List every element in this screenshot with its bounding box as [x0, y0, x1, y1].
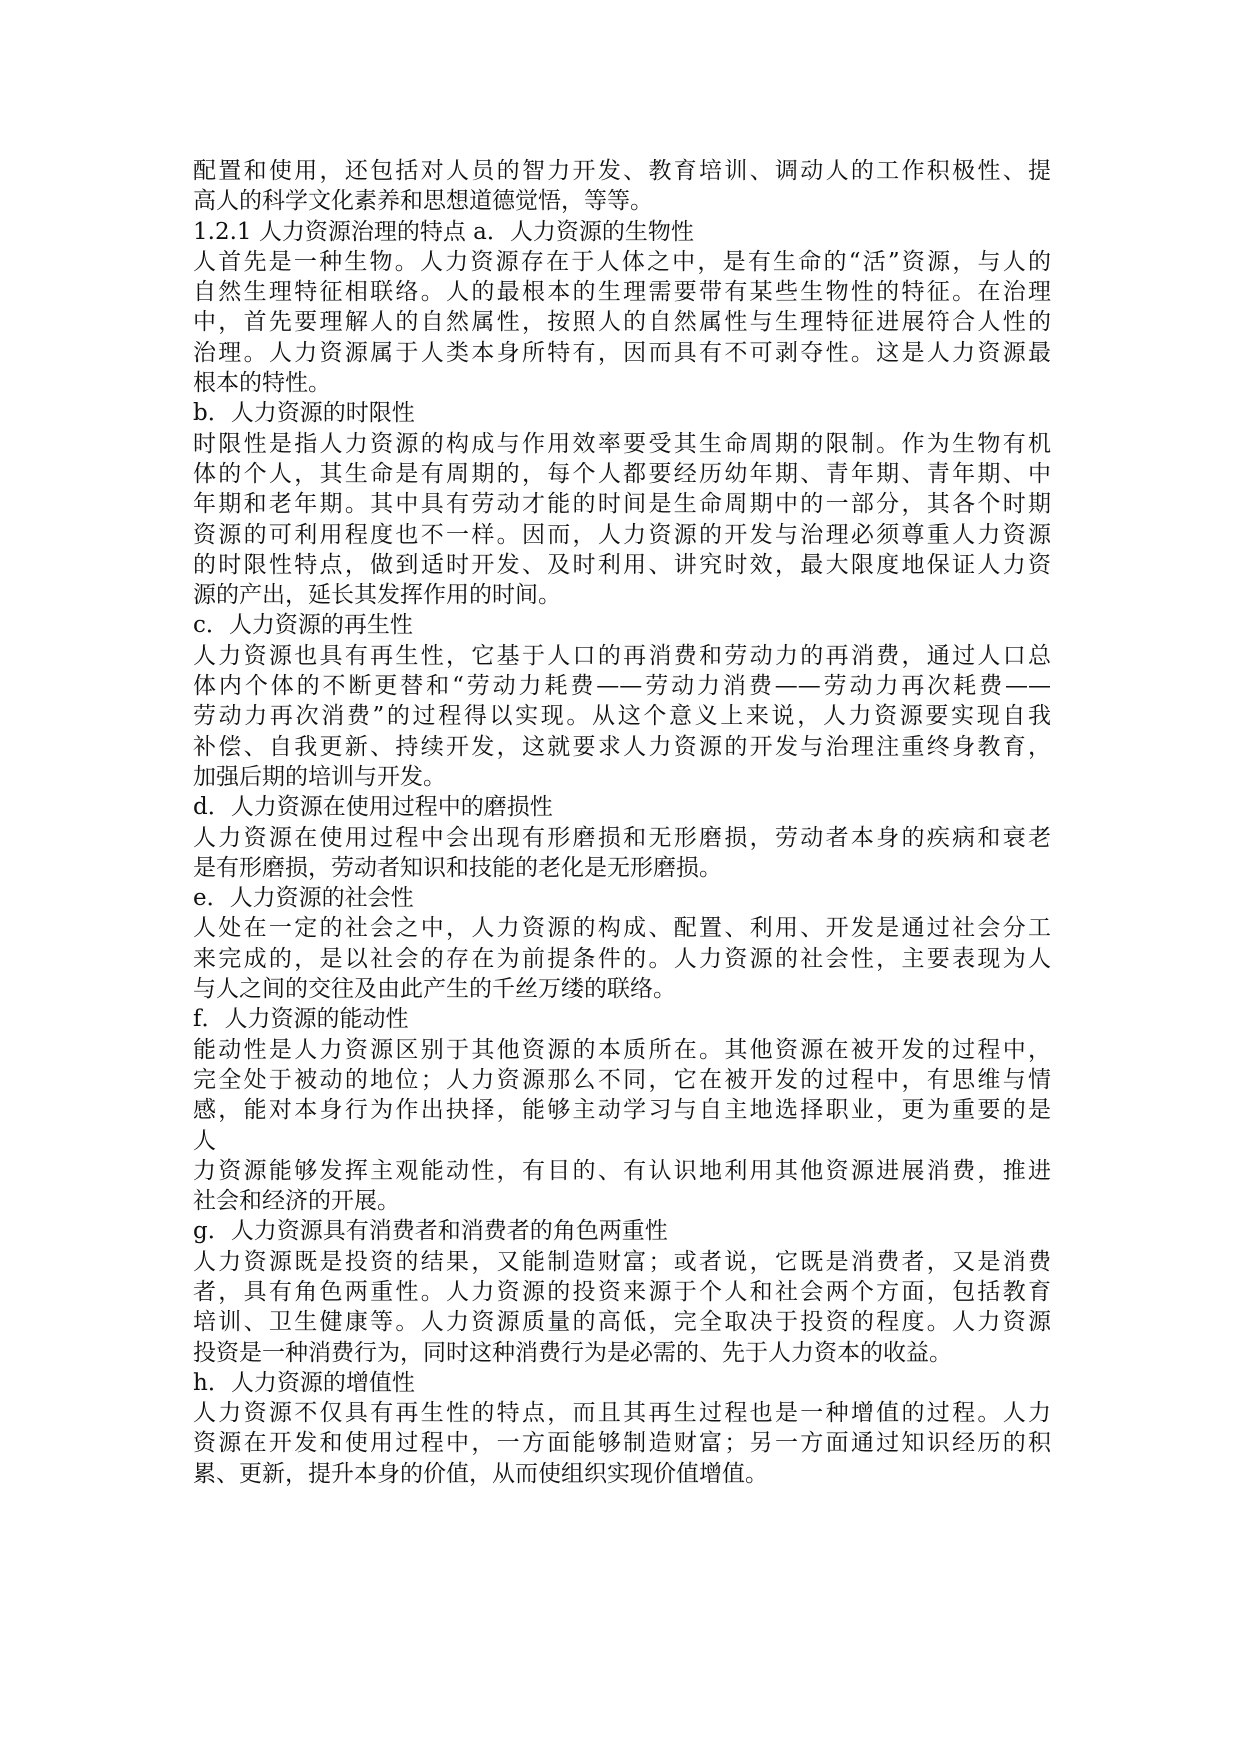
text-line: h．人力资源的增值性	[193, 1369, 415, 1396]
text-line: 培训、卫生健康等。人力资源质量的高低，完全取决于投资的程度。人力资源	[193, 1309, 1051, 1336]
text-line: e．人力资源的社会性	[193, 885, 414, 912]
text-line: 体的个人，其生命是有周期的，每个人都要经历幼年期、青年期、青年期、中	[193, 460, 1051, 487]
text-line: 人力资源不仅具有再生性的特点，而且其再生过程也是一种增值的过程。人力	[193, 1400, 1051, 1427]
text-line: 能动性是人力资源区别于其他资源的本质所在。其他资源在被开发的过程中，	[193, 1036, 1051, 1063]
text-line: 者，具有角色两重性。人力资源的投资来源于个人和社会两个方面，包括教育	[193, 1278, 1051, 1305]
text-line: 投资是一种消费行为，同时这种消费行为是必需的、先于人力资本的收益。	[193, 1339, 952, 1366]
text-line: 累、更新，提升本身的价值，从而使组织实现价值增值。	[193, 1460, 768, 1487]
text-line: 与人之间的交往及由此产生的千丝万缕的联络。	[193, 976, 676, 1003]
text-line: 补偿、自我更新、持续开发，这就要求人力资源的开发与治理注重终身教育，	[193, 733, 1051, 760]
text-line: 治理。人力资源属于人类本身所特有，因而具有不可剥夺性。这是人力资源最	[193, 339, 1051, 366]
text-line: 自然生理特征相联络。人的最根本的生理需要带有某些生物性的特征。在治理	[193, 279, 1051, 306]
text-line: d．人力资源在使用过程中的磨损性	[193, 794, 553, 821]
text-line: 的时限性特点，做到适时开发、及时利用、讲究时效，最大限度地保证人力资	[193, 551, 1051, 578]
text-line: 高人的科学文化素养和思想道德觉悟，等等。	[193, 188, 653, 215]
text-line: g．人力资源具有消费者和消费者的角色两重性	[193, 1218, 668, 1245]
text-line: 1.2.1 人力资源治理的特点 a．人力资源的生物性	[193, 218, 694, 245]
text-line: 人力资源在使用过程中会出现有形磨损和无形磨损，劳动者本身的疾病和衰老	[193, 824, 1051, 851]
text-line: 源的产出，延长其发挥作用的时间。	[193, 582, 561, 609]
text-line: f．人力资源的能动性	[193, 1006, 409, 1033]
text-line: 配置和使用，还包括对人员的智力开发、教育培训、调动人的工作积极性、提	[193, 158, 1051, 184]
text-line: b．人力资源的时限性	[193, 400, 415, 427]
text-line: 资源在开发和使用过程中，一方面能够制造财富；另一方面通过知识经历的积	[193, 1430, 1051, 1457]
text-line: 力资源能够发挥主观能动性，有目的、有认识地利用其他资源进展消费，推进	[193, 1157, 1051, 1184]
text-line: 资源的可利用程度也不一样。因而，人力资源的开发与治理必须尊重人力资源	[193, 521, 1051, 548]
text-line: 人处在一定的社会之中，人力资源的构成、配置、利用、开发是通过社会分工	[193, 915, 1051, 942]
text-line: 年期和老年期。其中具有劳动才能的时间是生命周期中的一部分，其各个时期	[193, 491, 1051, 518]
text-body	[193, 156, 1051, 1489]
text-line: 时限性是指人力资源的构成与作用效率要受其生命周期的限制。作为生物有机	[193, 430, 1051, 457]
text-line: 是有形磨损，劳动者知识和技能的老化是无形磨损。	[193, 854, 722, 881]
text-line: 劳动力再次消费”的过程得以实现。从这个意义上来说，人力资源要实现自我	[193, 703, 1051, 730]
text-line: c．人力资源的再生性	[193, 612, 413, 639]
text-line: 根本的特性。	[193, 370, 331, 397]
text-line: 人首先是一种生物。人力资源存在于人体之中，是有生命的“活”资源，与人的	[193, 248, 1051, 275]
text-line: 人	[193, 1127, 216, 1154]
text-line: 加强后期的培训与开发。	[193, 763, 446, 790]
text-line: 体内个体的不断更替和“劳动力耗费——劳动力消费——劳动力再次耗费——	[193, 673, 1051, 700]
text-line: 感，能对本身行为作出抉择，能够主动学习与自主地选择职业，更为重要的是	[193, 1097, 1051, 1124]
text-line: 社会和经济的开展。	[193, 1188, 400, 1215]
text-line: 人力资源既是投资的结果，又能制造财富；或者说，它既是消费者，又是消费	[193, 1248, 1051, 1275]
text-line: 来完成的，是以社会的存在为前提条件的。人力资源的社会性，主要表现为人	[193, 945, 1051, 972]
text-line: 中，首先要理解人的自然属性，按照人的自然属性与生理特征进展符合人性的	[193, 309, 1051, 336]
text-line: 人力资源也具有再生性，它基于人口的再消费和劳动力的再消费，通过人口总	[193, 642, 1051, 669]
text-line: 完全处于被动的地位；人力资源那么不同，它在被开发的过程中，有思维与情	[193, 1066, 1051, 1093]
